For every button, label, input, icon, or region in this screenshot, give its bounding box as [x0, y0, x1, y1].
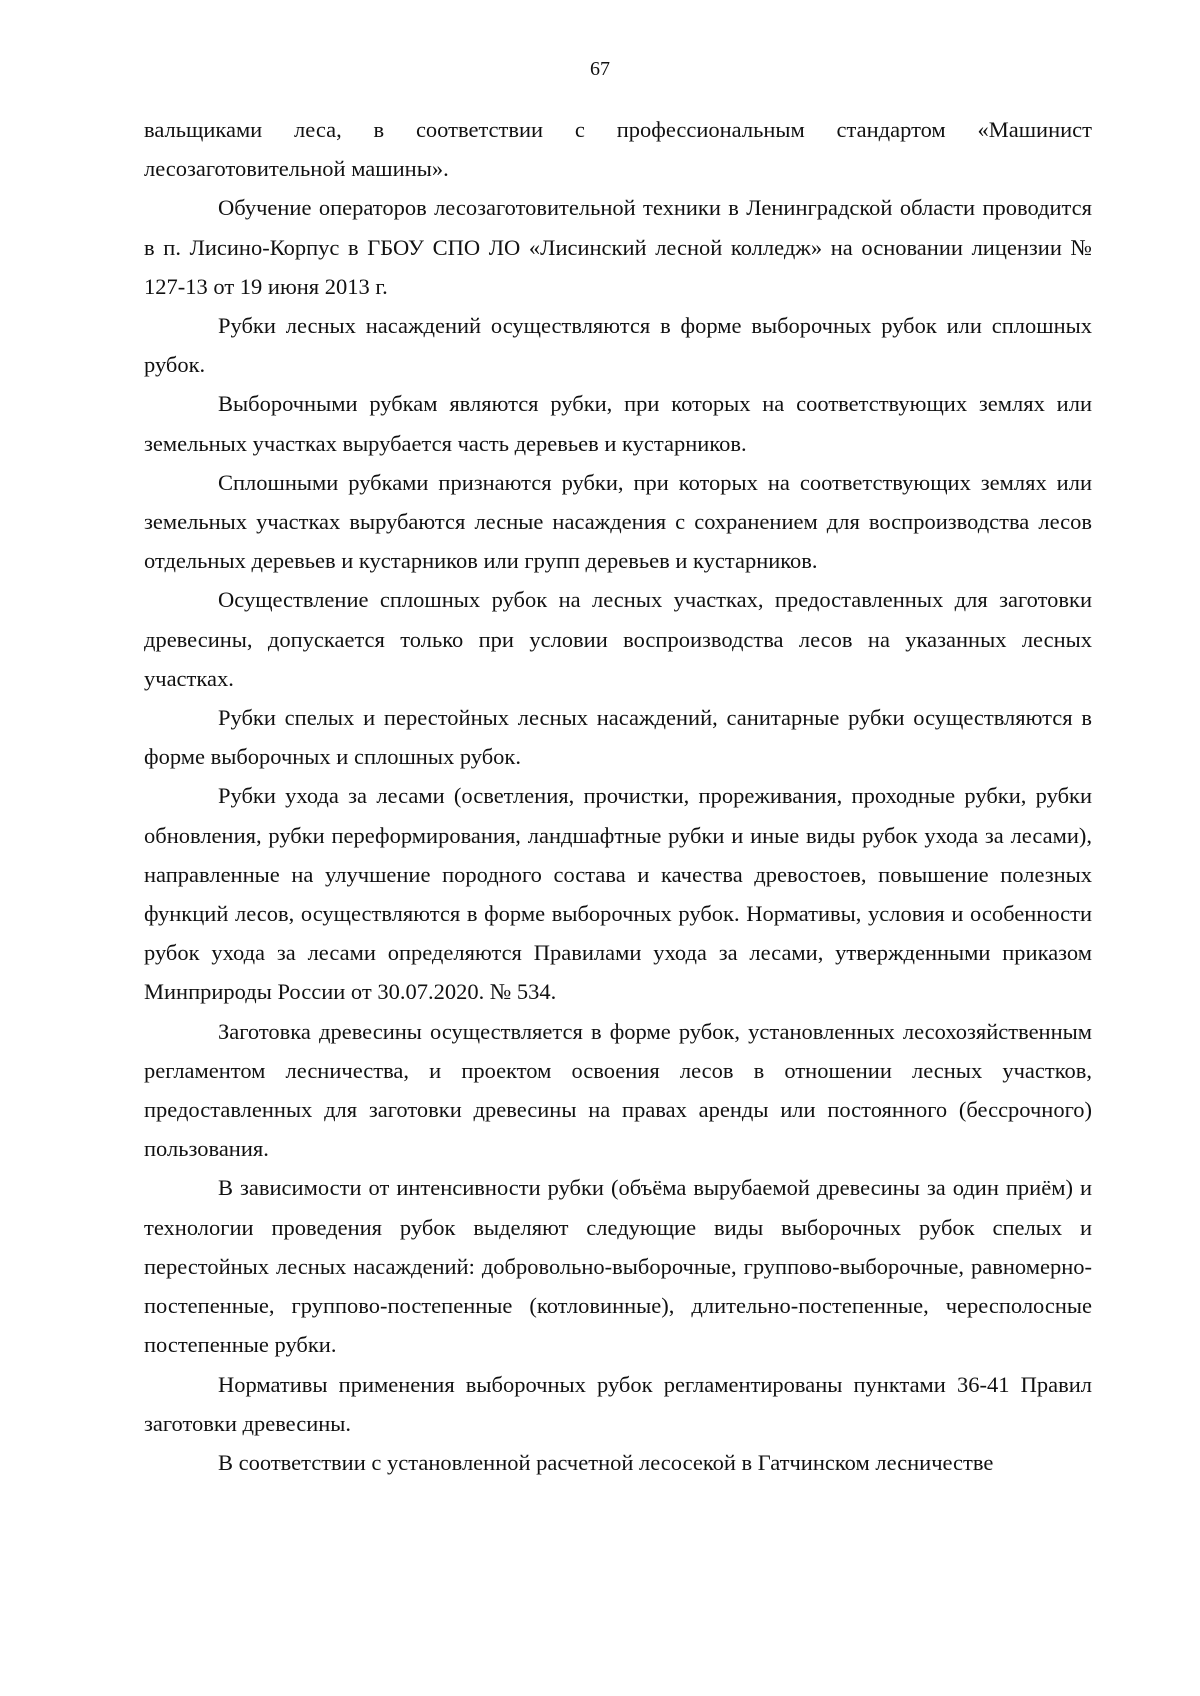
paragraph: В соответствии с установленной расчетной лесосекой в Гатчинском лесничестве [218, 1449, 994, 1475]
paragraph: Обучение операторов лесозаготовительной техники в Ленинградской области проводится в п. Лисино-Корпус в ГБОУ СПО ЛО «Лисинский лесной колледж» на основании лицензии № 127-13 от 19 июня 2013 г. [144, 195, 1092, 299]
body-text [144, 110, 1092, 1482]
paragraph: вальщиками леса, в соответствии с профессиональным стандартом «Машинист лесозаготовительной машины». [144, 117, 1092, 182]
paragraph: Рубки лесных насаждений осуществляются в форме выборочных рубок или сплошных рубок. [144, 313, 1092, 378]
paragraph: Сплошными рубками признаются рубки, при которых на соответствующих землях или земельных участках вырубаются лесные насаждения с сохранением для воспроизводства лесов отдельных деревьев и кустарников или групп деревьев и кустарников. [144, 469, 1092, 574]
paragraph: Нормативы применения выборочных рубок регламентированы пунктами 36-41 Правил заготовки древесины. [144, 1371, 1092, 1436]
page-number: 67 [590, 58, 610, 80]
paragraph: Заготовка древесины осуществляется в форме рубок, установленных лесохозяйственным регламентом лесничества, и проектом освоения лесов в отношении лесных участков, предоставленных для заготовки древесины на правах аренды или постоянного (бессрочного) пользования. [144, 1018, 1092, 1162]
paragraph: Выборочными рубкам являются рубки, при которых на соответствующих землях или земельных участках вырубается часть деревьев и кустарников. [144, 391, 1092, 456]
paragraph: Рубки спелых и перестойных лесных насаждений, санитарные рубки осуществляются в форме выборочных и сплошных рубок. [144, 705, 1092, 770]
paragraph: Рубки ухода за лесами (осветления, прочистки, прореживания, проходные рубки, рубки обновления, рубки переформирования, ландшафтные рубки и иные виды рубок ухода за лесами), направленные на улучшение породного состава и качества древостоев, повышение полезных функций лесов, осуществляются в форме выборочных рубок. Нормативы, условия и особенности рубок ухода за лесами определяются Правилами ухода за лесами, утвержденными приказом Минприроды России от 30.07.2020. № 534. [144, 783, 1092, 1005]
paragraph: В зависимости от интенсивности рубки (объёма вырубаемой древесины за один приём) и технологии проведения рубок выделяют следующие виды выборочных рубок спелых и перестойных лесных насаждений: добровольно-выборочные, группово-выборочные, равномерно-постепенные, группово-постепенные (котловинные), длительно-постепенные, чересполосные постепенные рубки. [144, 1175, 1092, 1358]
paragraph: Осуществление сплошных рубок на лесных участках, предоставленных для заготовки древесины, допускается только при условии воспроизводства лесов на указанных лесных участках. [144, 587, 1092, 691]
